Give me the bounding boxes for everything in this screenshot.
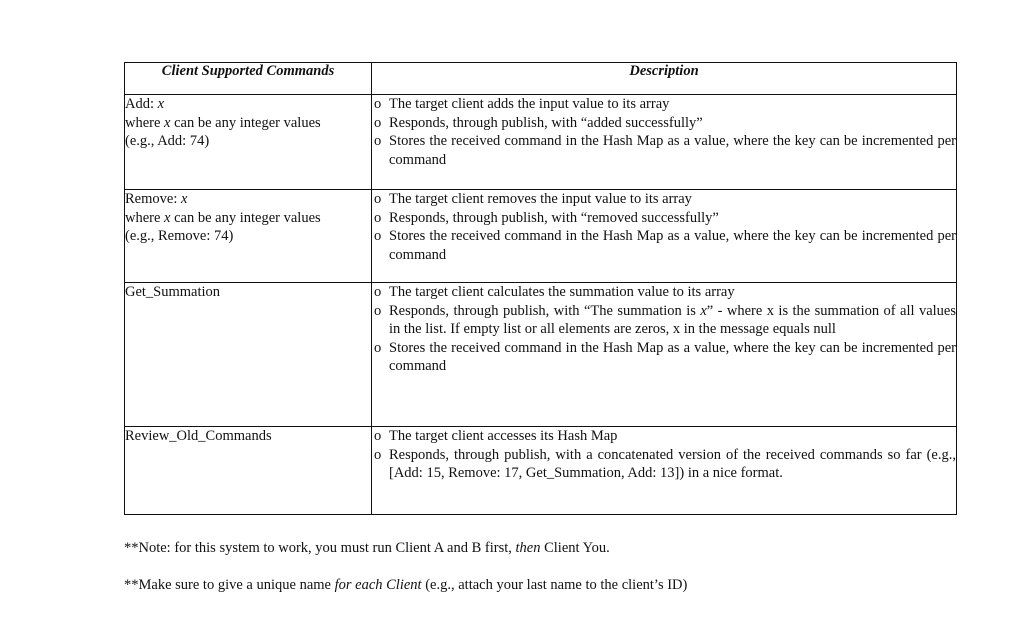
command-cell-review-old-commands: Review_Old_Commands (125, 427, 372, 515)
list-item: o The target client calculates the summation value to its array (374, 284, 735, 300)
description-cell-remove (372, 190, 957, 283)
table-row (125, 427, 957, 515)
list-item: o Responds, through publish, with “removed successfully” (374, 209, 719, 226)
table-header-row (125, 63, 957, 95)
list-item: o Responds, through publish, with “The summation is x” - where x is the summation of all values in the list. If empty list or all elements are zeros, x in the message equals null (374, 302, 956, 337)
list-item: o Stores the received command in the Hash Map as a value, where the key can be incremented per command (374, 228, 956, 263)
table-row (125, 190, 957, 283)
command-cell-add: Add: x where x can be any integer values (e.g., Add: 74) (125, 95, 372, 190)
note-run-order: **Note: for this system to work, you must run Client A and B first, then Client You. (124, 540, 610, 556)
list-item: o The target client accesses its Hash Map (374, 428, 618, 444)
note-unique-name: **Make sure to give a unique name for each Client (e.g., attach your last name to the client’s ID) (124, 577, 688, 593)
table-row (125, 283, 957, 427)
list-item: o Stores the received command in the Hash Map as a value, where the key can be incremented per command (374, 339, 956, 374)
header-commands: Client Supported Commands (125, 63, 372, 95)
header-description: Description (372, 63, 957, 95)
command-cell-get-summation: Get_Summation (125, 283, 372, 427)
list-item: o The target client adds the input value to its array (374, 96, 670, 112)
description-cell-review-old-commands (372, 427, 957, 515)
description-cell-get-summation (372, 283, 957, 427)
commands-table (124, 62, 957, 515)
list-item: o Responds, through publish, with “added successfully” (374, 114, 703, 131)
table-row (125, 95, 957, 190)
list-item: o Stores the received command in the Hash Map as a value, where the key can be incremented per command (374, 133, 956, 168)
list-item: o The target client removes the input value to its array (374, 191, 692, 207)
list-item: o Responds, through publish, with a concatenated version of the received commands so far (e.g., [Add: 15, Remove: 17, Get_Summation, Add: 13]) in a nice format. (374, 446, 956, 481)
description-cell-add (372, 95, 957, 190)
command-cell-remove: Remove: x where x can be any integer values (e.g., Remove: 74) (125, 190, 372, 283)
